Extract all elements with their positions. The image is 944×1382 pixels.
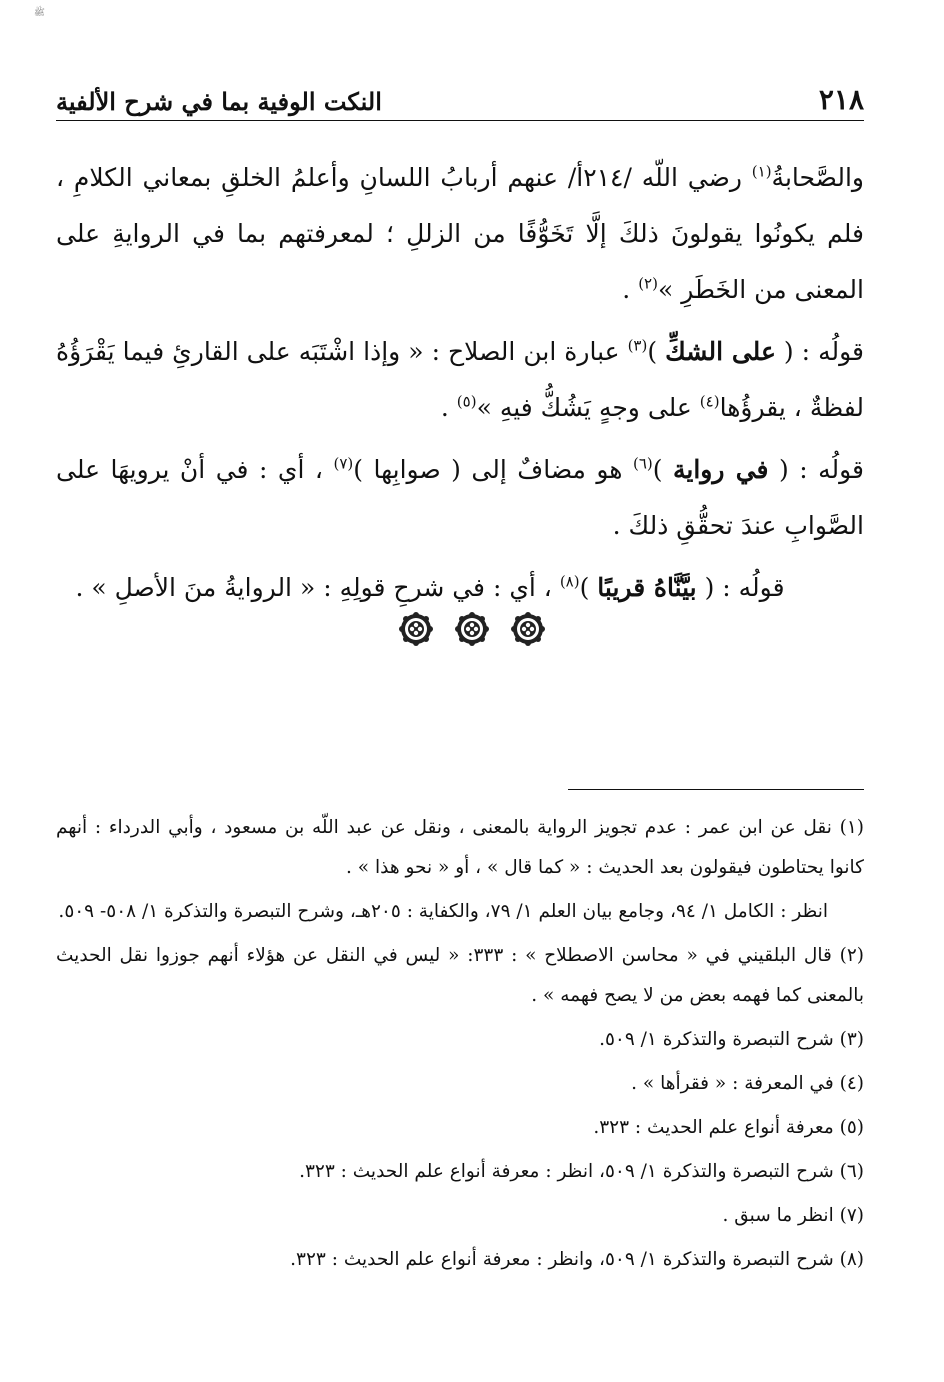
footnote-ref: (٣)	[627, 336, 648, 355]
footnote-ref: (٤)	[699, 392, 720, 411]
quoted-term: بيَّنَّاهُ قريبًا	[597, 573, 697, 602]
footnote-item: (٥) معرفة أنواع علم الحديث : ٣٢٣.	[593, 1117, 864, 1138]
footnote-item: (٤) في المعرفة : « فقرأها » .	[631, 1073, 864, 1094]
paragraph-3: قولُه : ( في رواية )$^{(٦)}$ هو مضافٌ إلى ( صوابِها )$^{(٧)}$ ، أي : في أنْ يرويهَا على الصَّوابِ عندَ تحقُّقِ ذلكَ .	[56, 454, 865, 540]
footnote-item: انظر : الكامل ١/ ٩٤، وجامع بيان العلم ١/ ٧٩، والكفاية : ٢٠٥هـ، وشرح التبصرة والتذكرة ١/ ٥٠٨- ٥٠٩.	[58, 901, 828, 922]
quoted-term: في رواية	[673, 455, 769, 484]
footnote-divider	[568, 789, 864, 790]
quoted-term: على الشكِّ	[665, 337, 776, 366]
header-divider	[56, 120, 864, 121]
footnote-item: (٨) شرح التبصرة والتذكرة ١/ ٥٠٩، وانظر : معرفة أنواع علم الحديث : ٣٢٣.	[290, 1249, 864, 1270]
footnote-item: (١) نقل عن ابن عمر : عدم تجويز الرواية بالمعنى ، ونقل عن عبد اللّه بن مسعود ، وأبي الدرداء : أنهم كانوا يحتاطون فيقولون بعد الحديث : « كما قال » ، أو « نحو هذا » .	[56, 817, 864, 878]
footnote-item: (٦) شرح التبصرة والتذكرة ١/ ٥٠٩، انظر : معرفة أنواع علم الحديث : ٣٢٣.	[299, 1161, 864, 1182]
flower-ornament-icon	[455, 612, 489, 646]
corner-mark: ﷺ	[34, 8, 45, 18]
main-text	[56, 150, 864, 622]
paragraph-1: والصَّحابةُ$^{(١)}$ رضي اللّه /٢١٤أ/ عنهم أربابُ اللسانِ وأعلمُ الخلقِ بمعاني الكلامِ ، فلم يكونُوا يقولونَ ذلكَ إلَّا تَخَوُّفًا من الزللِ ؛ لمعرفتهم بما في الروايةِ على المعنى من الخَطَرِ »$^{(٢)}$ .	[56, 162, 864, 304]
footnote-item: (٢) قال البلقيني في « محاسن الاصطلاح » : ٣٣٣: « ليس في النقل عن هؤلاء أنهم جوزوا نقل الحديث بالمعنى كما فهمه بعض من لا يصح فهمه » .	[56, 945, 865, 1006]
footnote-item: (٣) شرح التبصرة والتذكرة ١/ ٥٠٩.	[599, 1029, 864, 1050]
page-number: ٢١٨	[818, 83, 864, 116]
footnote-ref: (٦)	[632, 454, 653, 473]
footnote-ref: (٥)	[456, 392, 477, 411]
flower-ornament-icon	[399, 612, 433, 646]
footnote-ref: (٧)	[333, 454, 354, 473]
paragraph-2: قولُه : ( على الشكِّ )$^{(٣)}$ عبارة ابن الصلاح : « وإذا اشْتَبَه على القارئِ فيما يَقْرَؤُهُ لفظةٌ ، يقرؤُها$^{(٤)}$ على وجهٍ يَشُكُّ فيهِ »$^{(٥)}$ .	[56, 336, 865, 422]
page-header	[56, 76, 864, 116]
flower-ornament-icon	[511, 612, 545, 646]
footnote-ref: (٢)	[638, 274, 658, 293]
footnote-ref: (١)	[751, 162, 772, 181]
footnotes	[56, 808, 864, 1284]
footnote-ref: (٨)	[559, 572, 580, 591]
section-ornaments	[0, 612, 944, 646]
running-title: النكت الوفية بما في شرح الألفية	[56, 87, 382, 116]
paragraph-4: قولُه : ( بيَّنَّاهُ قريبًا )$^{(٨)}$ ، أي : في شرحِ قولِهِ : « الروايةُ منَ الأصلِ » .	[75, 572, 785, 602]
footnote-item: (٧) انظر ما سبق .	[722, 1205, 864, 1226]
